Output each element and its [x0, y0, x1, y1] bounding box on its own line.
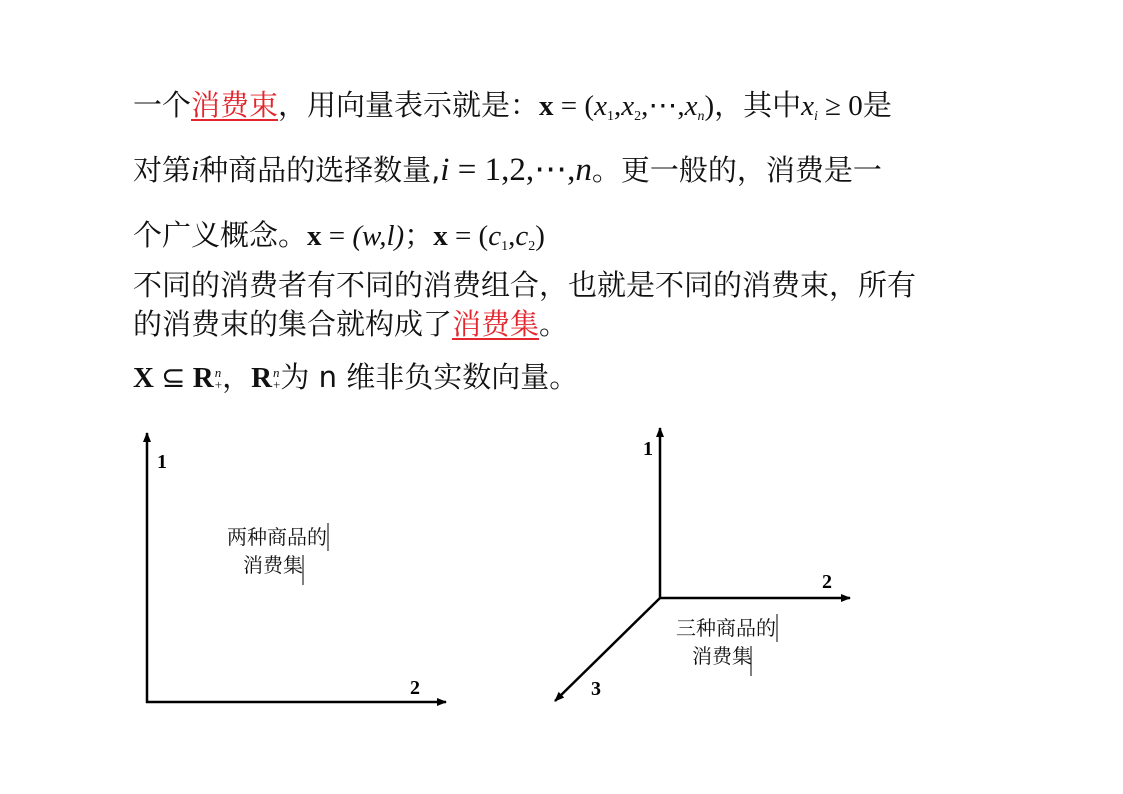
text: ，用向量表示就是： — [278, 88, 540, 122]
left-x-label: 2 — [410, 677, 420, 699]
formula-X: X — [133, 362, 154, 394]
left-caption-line1: 两种商品的 — [227, 525, 327, 549]
text: 个广义概念。 — [133, 218, 308, 252]
text: 。更一般的，消费是一 — [591, 153, 882, 187]
left-y-label: 1 — [157, 451, 167, 473]
left-caption-line2: 消费集 — [243, 553, 303, 577]
text: 对第 — [133, 153, 192, 187]
formula-R1: R — [192, 362, 214, 394]
formula-nonneg: $x_i \ge 0$ — [801, 90, 863, 124]
right-caption-line2: 消费集 — [692, 644, 752, 668]
text: ， — [222, 360, 252, 394]
text: ； — [404, 218, 434, 252]
right-x-label: 2 — [822, 571, 832, 593]
formula-wl: x = (w,l) — [307, 220, 405, 252]
formula-bundle-vector: $x = (x_1,x_2,\cdots,x_n)$ — [539, 90, 715, 124]
formula-index-range: i = 1,2,⋯,n — [440, 152, 592, 188]
text: 的消费束的集合就构成了 — [133, 307, 453, 341]
right-z-axis — [555, 598, 660, 701]
text: 是 — [862, 88, 892, 122]
text: 。 — [539, 307, 569, 341]
formula-R2-scripts: n + — [273, 365, 281, 392]
formula-c1c2: $x = (c_1,c_2)$ — [433, 220, 545, 254]
line-4: 不同的消费者有不同的消费组合，也就是不同的消费束，所有 — [133, 268, 917, 302]
formula-subseteq: ⊆ — [153, 362, 193, 394]
formula-R2: R — [251, 362, 273, 394]
formula-i: i — [191, 155, 200, 187]
text: ，其中 — [714, 88, 802, 122]
right-caption — [649, 614, 776, 670]
right-z-label: 3 — [591, 678, 601, 700]
text: 种商品的选择数量, — [199, 153, 441, 187]
term-consumption-bundle: 消费束 — [191, 88, 279, 122]
term-consumption-set: 消费集 — [452, 307, 540, 341]
right-y-label: 1 — [643, 438, 653, 460]
formula-R1-scripts: n + — [214, 365, 223, 392]
left-caption — [200, 523, 327, 579]
right-caption-line1: 三种商品的 — [676, 616, 776, 640]
text: 为 n 维非负实数向量。 — [280, 360, 579, 394]
text: 一个 — [133, 88, 192, 122]
